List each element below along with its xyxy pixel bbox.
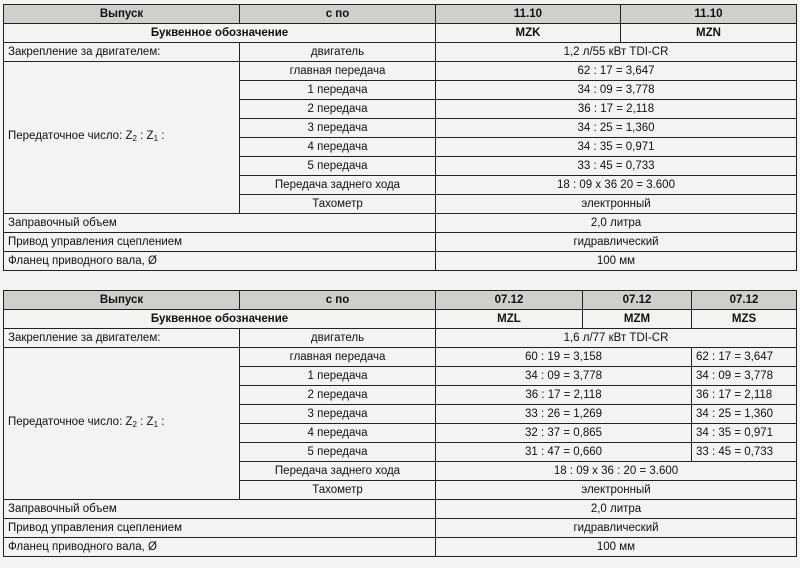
engine-mount-label: Закрепление за двигателем: <box>4 329 240 348</box>
clutch-label: Привод управления сцеплением <box>4 519 436 538</box>
tachometer-value: электронный <box>436 195 797 214</box>
gear-value-mzl-mzm: 34 : 09 = 3,778 <box>436 367 692 386</box>
designation-row <box>4 310 797 329</box>
gear-value-mzs: 36 : 17 = 2,118 <box>692 386 797 405</box>
release-label: Выпуск <box>4 5 240 24</box>
release-code-2: 07.12 <box>583 291 692 310</box>
gear-value-mzl-mzm: 36 : 17 = 2,118 <box>436 386 692 405</box>
engine-row <box>4 43 797 62</box>
gear-value-mzl-mzm: 60 : 19 = 3,158 <box>436 348 692 367</box>
gear-value: 62 : 17 = 3,647 <box>436 62 797 81</box>
gear-name: 3 передача <box>240 119 436 138</box>
clutch-row <box>4 233 797 252</box>
release-label: Выпуск <box>4 291 240 310</box>
fill-volume-label: Заправочный объем <box>4 500 436 519</box>
gear-value-mzl-mzm: 31 : 47 = 0,660 <box>436 443 692 462</box>
engine-key: двигатель <box>240 329 436 348</box>
gear-name: 1 передача <box>240 81 436 100</box>
gear-value-mzs: 34 : 09 = 3,778 <box>692 367 797 386</box>
gear-row <box>4 348 797 367</box>
code-mzl: MZL <box>436 310 583 329</box>
clutch-row <box>4 519 797 538</box>
clutch-label: Привод управления сцеплением <box>4 233 436 252</box>
engine-value: 1,2 л/55 кВт TDI-CR <box>436 43 797 62</box>
clutch-value: гидравлический <box>436 233 797 252</box>
gear-name: 4 передача <box>240 138 436 157</box>
gear-value-mzs: 33 : 45 = 0,733 <box>692 443 797 462</box>
gear-row <box>4 62 797 81</box>
gear-name: главная передача <box>240 62 436 81</box>
reverse-value: 18 : 09 x 36 : 20 = 3.600 <box>436 462 797 481</box>
code-mzk: MZK <box>436 24 621 43</box>
gear-name: 2 передача <box>240 100 436 119</box>
engine-value: 1,6 л/77 кВт TDI-CR <box>436 329 797 348</box>
tachometer-label: Тахометр <box>240 481 436 500</box>
gear-name: 5 передача <box>240 443 436 462</box>
code-mzm: MZM <box>583 310 692 329</box>
fill-volume-value: 2,0 литра <box>436 500 797 519</box>
gear-value-mzs: 34 : 25 = 1,360 <box>692 405 797 424</box>
header-row <box>4 291 797 310</box>
spec-table-2 <box>3 290 797 557</box>
gear-value: 33 : 45 = 0,733 <box>436 157 797 176</box>
code-mzs: MZS <box>692 310 797 329</box>
tachometer-value: электронный <box>436 481 797 500</box>
designation-row <box>4 24 797 43</box>
gear-value-mzs: 34 : 35 = 0,971 <box>692 424 797 443</box>
release-code-2: 11.10 <box>621 5 797 24</box>
gear-name: 2 передача <box>240 386 436 405</box>
reverse-name: Передача заднего хода <box>240 462 436 481</box>
gear-value: 34 : 09 = 3,778 <box>436 81 797 100</box>
gear-name: главная передача <box>240 348 436 367</box>
gear-ratio-label: Передаточное число: $Z_2$ : $Z_1$ : <box>4 62 240 214</box>
flange-label: Фланец приводного вала, Ø <box>4 538 436 557</box>
from-label: с по <box>240 5 436 24</box>
gear-ratio-label: Передаточное число: $Z_2$ : $Z_1$ : <box>4 348 240 500</box>
gear-name: 1 передача <box>240 367 436 386</box>
designation-label: Буквенное обозначение <box>4 310 436 329</box>
gear-value: 34 : 35 = 0,971 <box>436 138 797 157</box>
tachometer-label: Тахометр <box>240 195 436 214</box>
clutch-value: гидравлический <box>436 519 797 538</box>
flange-value: 100 мм <box>436 538 797 557</box>
release-code-3: 07.12 <box>692 291 797 310</box>
gear-value-mzl-mzm: 33 : 26 = 1,269 <box>436 405 692 424</box>
code-mzn: MZN <box>621 24 797 43</box>
gear-value: 34 : 25 = 1,360 <box>436 119 797 138</box>
flange-row <box>4 538 797 557</box>
gear-name: 3 передача <box>240 405 436 424</box>
release-code-1: 07.12 <box>436 291 583 310</box>
gear-name: Передача заднего хода <box>240 176 436 195</box>
gear-value-mzs: 62 : 17 = 3,647 <box>692 348 797 367</box>
spec-table-1 <box>3 4 797 271</box>
from-label: с по <box>240 291 436 310</box>
gear-name: 4 передача <box>240 424 436 443</box>
flange-label: Фланец приводного вала, Ø <box>4 252 436 271</box>
release-code-1: 11.10 <box>436 5 621 24</box>
engine-row <box>4 329 797 348</box>
engine-mount-label: Закрепление за двигателем: <box>4 43 240 62</box>
gear-value-mzl-mzm: 32 : 37 = 0,865 <box>436 424 692 443</box>
gear-value: 18 : 09 x 36 20 = 3.600 <box>436 176 797 195</box>
designation-label: Буквенное обозначение <box>4 24 436 43</box>
fill-volume-label: Заправочный объем <box>4 214 436 233</box>
fill-volume-row <box>4 214 797 233</box>
flange-value: 100 мм <box>436 252 797 271</box>
header-row <box>4 5 797 24</box>
flange-row <box>4 252 797 271</box>
gear-value: 36 : 17 = 2,118 <box>436 100 797 119</box>
fill-volume-row <box>4 500 797 519</box>
fill-volume-value: 2,0 литра <box>436 214 797 233</box>
gear-name: 5 передача <box>240 157 436 176</box>
engine-key: двигатель <box>240 43 436 62</box>
